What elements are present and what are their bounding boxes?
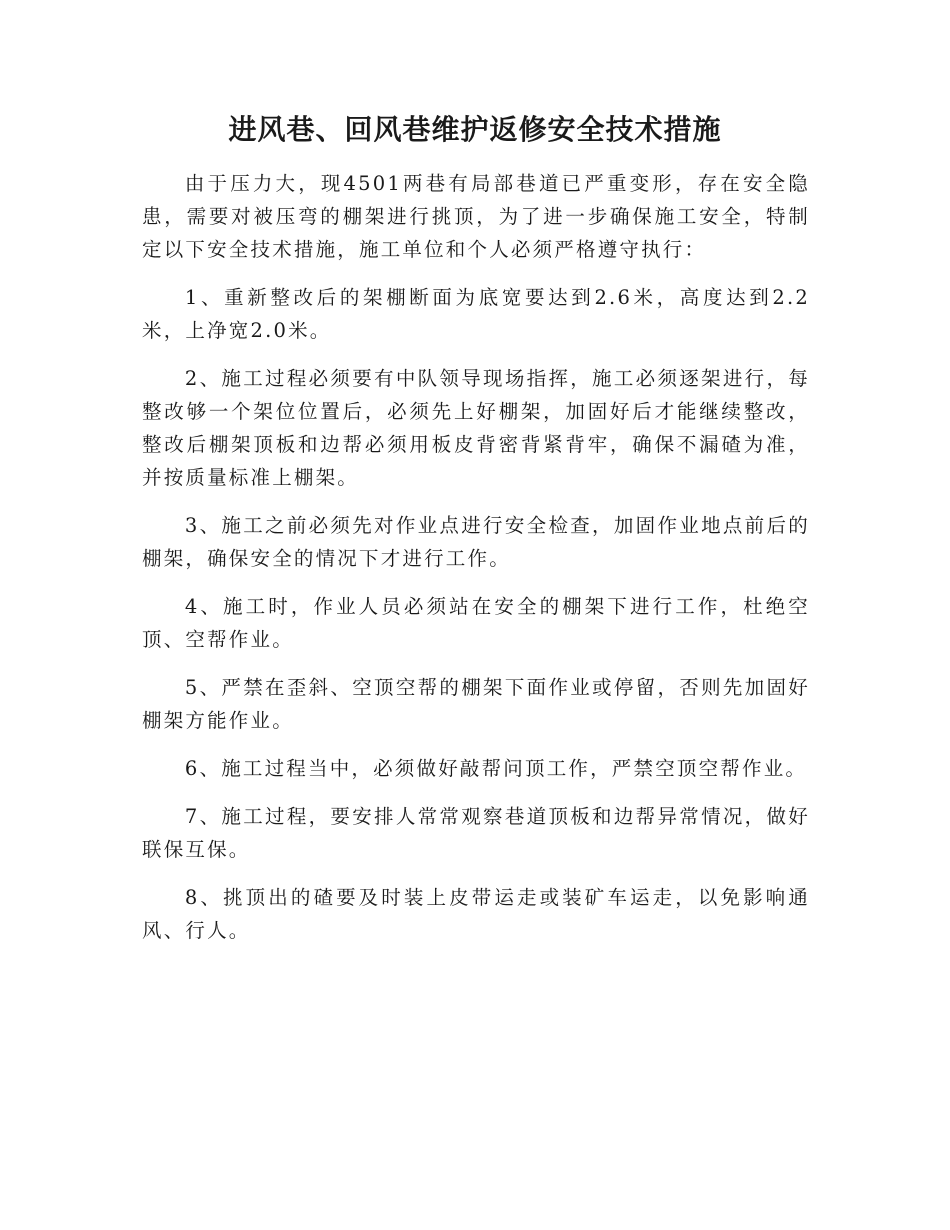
measure-item-7: 7、施工过程，要安排人常常观察巷道顶板和边帮异常情况，做好联保互保。 <box>142 805 810 861</box>
measure-item-4: 4、施工时，作业人员必须站在安全的棚架下进行工作，杜绝空顶、空帮作业。 <box>142 595 810 651</box>
intro-paragraph: 由于压力大，现4501两巷有局部巷道已严重变形，存在安全隐患，需要对被压弯的棚架进行挑顶，为了进一步确保施工安全，特制定以下安全技术措施，施工单位和个人必须严格遵守执行： <box>142 172 810 261</box>
measure-item-3: 3、施工之前必须先对作业点进行安全检查，加固作业地点前后的棚架，确保安全的情况下才进行工作。 <box>142 514 810 570</box>
measure-item-6: 6、施工过程当中，必须做好敲帮问顶工作，严禁空顶空帮作业。 <box>184 757 808 780</box>
measure-item-1: 1、重新整改后的架棚断面为底宽要达到2.6米，高度达到2.2米，上净宽2.0米。 <box>142 286 810 342</box>
measure-item-5: 5、严禁在歪斜、空顶空帮的棚架下面作业或停留，否则先加固好棚架方能作业。 <box>142 676 810 732</box>
document-body <box>142 167 810 962</box>
measure-item-2: 2、施工过程必须要有中队领导现场指挥，施工必须逐架进行，每整改够一个架位位置后，必须先上好棚架，加固好后才能继续整改，整改后棚架顶板和边帮必须用板皮背密背紧背牢，确保不漏碴为准，并按质量标准上棚架。 <box>142 367 810 489</box>
document-title: 进风巷、回风巷维护返修安全技术措施 <box>228 113 722 146</box>
measure-item-8: 8、挑顶出的碴要及时装上皮带运走或装矿车运走，以免影响通风、行人。 <box>142 886 810 942</box>
